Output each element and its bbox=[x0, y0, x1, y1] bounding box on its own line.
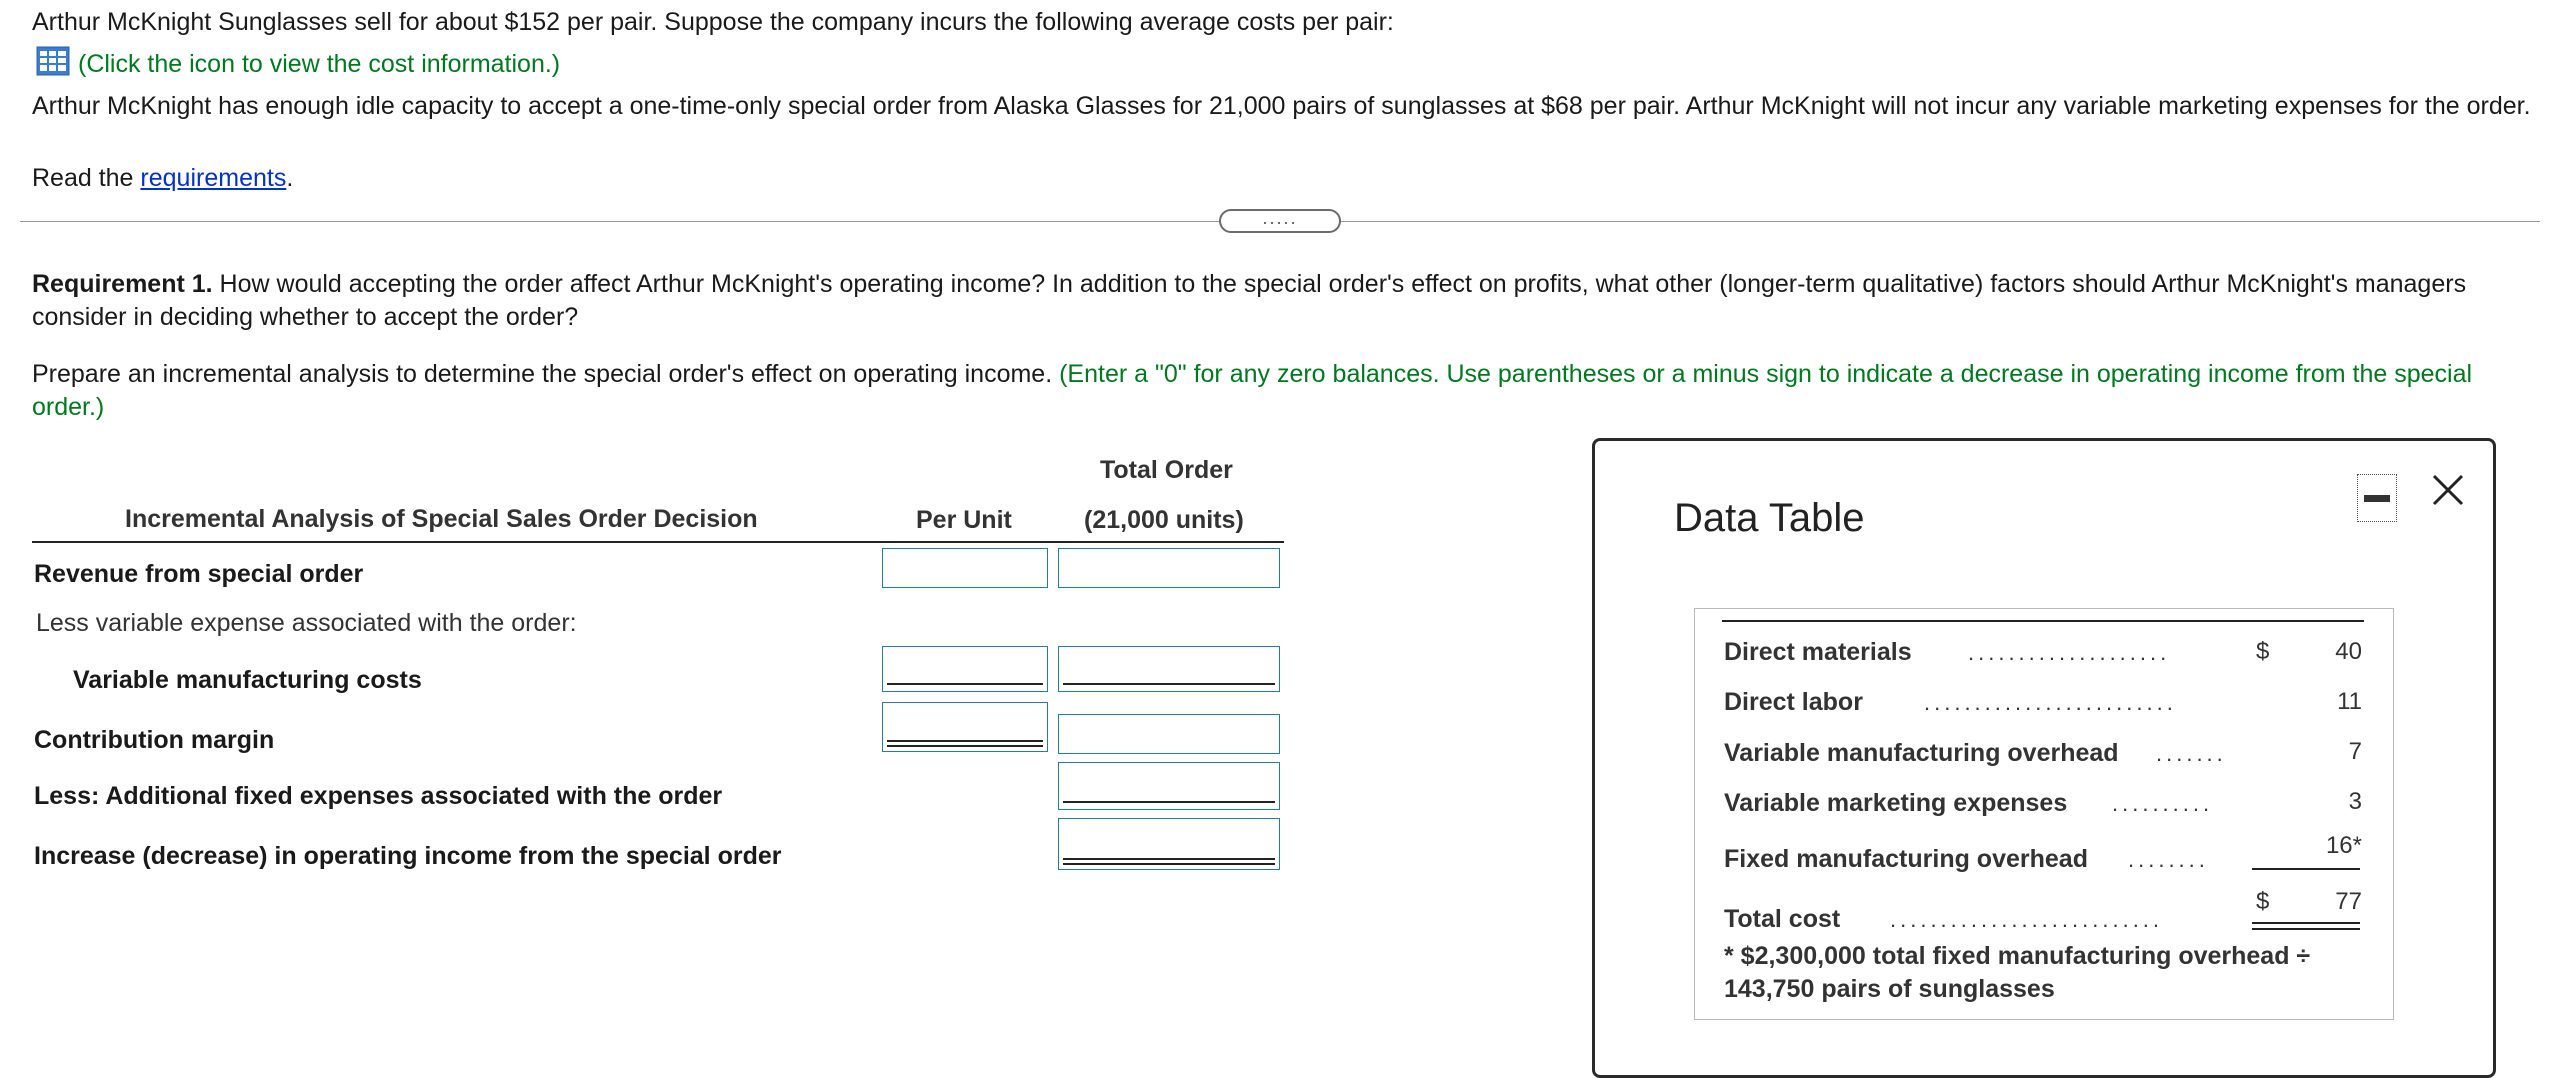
dt-label-direct-labor: Direct labor bbox=[1724, 688, 1863, 716]
dt-footnote: * $2,300,000 total fixed manufacturing overhead ÷ 143,750 pairs of sunglasses bbox=[1724, 942, 2311, 1003]
row-revenue: Revenue from special order bbox=[34, 560, 364, 588]
cost-info-row[interactable] bbox=[36, 46, 560, 83]
dt-value-direct-labor: 11 bbox=[2337, 688, 2362, 715]
requirement-1-label: Requirement 1. bbox=[32, 270, 213, 298]
variable-mfg-total-wrapper bbox=[1058, 646, 1280, 692]
special-order-description: Arthur McKnight has enough idle capacity to accept a one-time-only special order from Alaska Glasses for 21,000 pairs of sunglasses at $68 per pair. Arthur McKnight will not incur any variable marketing expenses for the order. bbox=[32, 92, 2531, 120]
dt-label-total-cost: Total cost bbox=[1724, 905, 1841, 933]
dt-value-total-cost: 77 bbox=[2335, 888, 2362, 915]
dt-leader-dots: ........ bbox=[2128, 847, 2209, 872]
read-requirements bbox=[32, 164, 293, 193]
row-variable-mfg: Variable manufacturing costs bbox=[73, 666, 422, 694]
header-rule bbox=[32, 541, 1284, 543]
dt-leader-dots: ....... bbox=[2156, 741, 2227, 766]
row-less-variable: Less variable expense associated with the order: bbox=[36, 609, 577, 637]
minimize-button[interactable] bbox=[2357, 474, 2397, 522]
dt-value-variable-marketing: 3 bbox=[2348, 788, 2362, 815]
problem-statement: Arthur McKnight Sunglasses sell for about $152 per pair. Suppose the company incurs the following average costs per pair: bbox=[32, 8, 1394, 36]
requirements-link[interactable]: requirements bbox=[140, 164, 287, 192]
variable-mfg-total-input[interactable] bbox=[1058, 646, 1280, 692]
close-button[interactable] bbox=[2428, 470, 2468, 510]
dt-dollar-total-cost: $ bbox=[2256, 888, 2270, 915]
dt-label-direct-materials: Direct materials bbox=[1724, 638, 1912, 666]
read-suffix: . bbox=[286, 164, 294, 192]
cost-info-link[interactable]: (Click the icon to view the cost information.) bbox=[78, 50, 561, 78]
requirement-1-text: How would accepting the order affect Arthur McKnight's operating income? In addition to the special order's effect on profits, what other (longer-term qualitative) factors should Arthur McKnight's managers consider in deciding whether to accept the order? bbox=[32, 270, 2467, 331]
dt-dollar-direct-materials: $ bbox=[2256, 638, 2270, 665]
dt-leader-dots: ......................... bbox=[1924, 690, 2177, 715]
contribution-per-unit-input[interactable] bbox=[882, 702, 1048, 752]
contribution-total-input[interactable] bbox=[1058, 714, 1280, 754]
instructions-hint: (Enter a "0" for any zero balances. Use parentheses or a minus sign to indicate a decrease in operating income from the special order.) bbox=[32, 360, 2473, 421]
dt-label-variable-marketing: Variable marketing expenses bbox=[1724, 789, 2068, 817]
row-increase-decrease: Increase (decrease) in operating income from the special order bbox=[34, 842, 782, 870]
variable-mfg-per-unit-wrapper bbox=[882, 646, 1048, 692]
additional-fixed-total-input[interactable] bbox=[1058, 762, 1280, 810]
dt-leader-dots: .................... bbox=[1968, 640, 2171, 665]
popup-title: Data Table bbox=[1674, 496, 1865, 540]
revenue-per-unit-input[interactable] bbox=[882, 548, 1048, 588]
dt-label-variable-mfg-overhead: Variable manufacturing overhead bbox=[1724, 739, 2119, 767]
dt-leader-dots: .......... bbox=[2112, 791, 2214, 816]
data-table-top-rule bbox=[1722, 620, 2364, 622]
dt-leader-dots: ........................... bbox=[1890, 907, 2164, 932]
contribution-per-unit-wrapper bbox=[882, 702, 1048, 752]
column-header-total-order: Total Order bbox=[1100, 456, 1233, 484]
divider-drag-handle[interactable]: ..... bbox=[1219, 209, 1341, 233]
read-prefix: Read the bbox=[32, 164, 141, 192]
dt-value-direct-materials: 40 bbox=[2335, 638, 2362, 665]
dt-value-variable-mfg-overhead: 7 bbox=[2348, 738, 2362, 765]
dt-value-fixed-mfg-overhead: 16* bbox=[2325, 832, 2362, 859]
increase-total-input[interactable] bbox=[1058, 818, 1280, 870]
row-contribution-margin: Contribution margin bbox=[34, 726, 275, 754]
row-additional-fixed: Less: Additional fixed expenses associated with the order bbox=[34, 782, 723, 810]
dt-label-fixed-mfg-overhead: Fixed manufacturing overhead bbox=[1724, 845, 2088, 873]
increase-total-wrapper bbox=[1058, 818, 1280, 870]
column-header-units: (21,000 units) bbox=[1084, 506, 1244, 534]
close-icon bbox=[2428, 470, 2468, 510]
column-header-per-unit: Per Unit bbox=[916, 506, 1012, 534]
dt-subtotal-rule bbox=[2252, 868, 2360, 870]
requirement-1 bbox=[32, 268, 2502, 334]
instructions bbox=[32, 358, 2502, 424]
minimize-icon bbox=[2364, 495, 2390, 502]
table-grid-icon[interactable] bbox=[36, 46, 70, 83]
dt-total-double-rule bbox=[2252, 922, 2360, 930]
revenue-total-input[interactable] bbox=[1058, 548, 1280, 588]
additional-fixed-total-wrapper bbox=[1058, 762, 1280, 810]
instructions-text: Prepare an incremental analysis to determine the special order's effect on operating income. bbox=[32, 360, 1060, 388]
analysis-title: Incremental Analysis of Special Sales Order Decision bbox=[125, 505, 758, 533]
variable-mfg-per-unit-input[interactable] bbox=[882, 646, 1048, 692]
